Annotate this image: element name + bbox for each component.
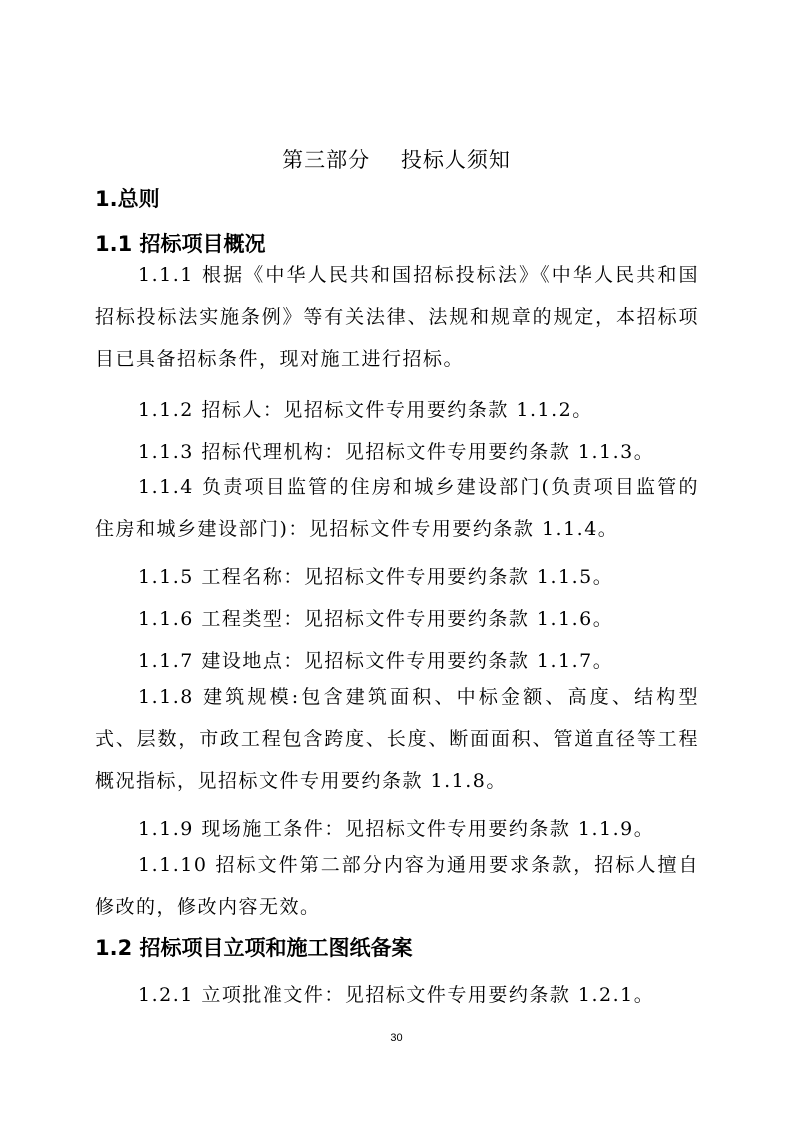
paragraph-1-1-4: 1.1.4 负责项目监管的住房和城乡建设部门(负责项目监管的住房和城乡建设部门)：见招标文件专用要约条款 1.1.4。 [95, 476, 699, 540]
section-1-1-heading: 1.1 招标项目概况 [95, 232, 266, 256]
paragraph-1-1-5: 1.1.5 工程名称：见招标文件专用要约条款 1.1.5。 [138, 566, 614, 588]
paragraph-1-2-1: 1.2.1 立项批准文件：见招标文件专用要约条款 1.2.1。 [138, 984, 655, 1006]
paragraph-1-1-6: 1.1.6 工程类型：见招标文件专用要约条款 1.1.6。 [138, 608, 614, 630]
paragraph-1-1-1: 1.1.1 根据《中华人民共和国招标投标法》《中华人民共和国招标投标法实施条例》等有关法律、法规和规章的规定，本招标项目已具备招标条件，现对施工进行招标。 [95, 264, 699, 370]
part-title: 第三部分 投标人须知 [282, 148, 511, 172]
paragraph-1-1-9: 1.1.9 现场施工条件：见招标文件专用要约条款 1.1.9。 [138, 818, 655, 840]
paragraph-1-1-7: 1.1.7 建设地点：见招标文件专用要约条款 1.1.7。 [138, 650, 614, 672]
paragraph-1-1-2: 1.1.2 招标人：见招标文件专用要约条款 1.1.2。 [138, 399, 593, 421]
page-number: 30 [390, 1032, 403, 1044]
section-1-2-heading: 1.2 招标项目立项和施工图纸备案 [95, 936, 413, 960]
paragraph-1-1-3: 1.1.3 招标代理机构：见招标文件专用要约条款 1.1.3。 [138, 441, 655, 463]
paragraph-1-1-8: 1.1.8 建筑规模:包含建筑面积、中标金额、高度、结构型式、层数，市政工程包含跨度、长度、断面面积、管道直径等工程概况指标，见招标文件专用要约条款 1.1.8。 [95, 686, 699, 792]
section-1-heading: 1.总则 [95, 187, 160, 211]
paragraph-1-1-10: 1.1.10 招标文件第二部分内容为通用要求条款，招标人擅自修改的，修改内容无效。 [95, 854, 699, 918]
